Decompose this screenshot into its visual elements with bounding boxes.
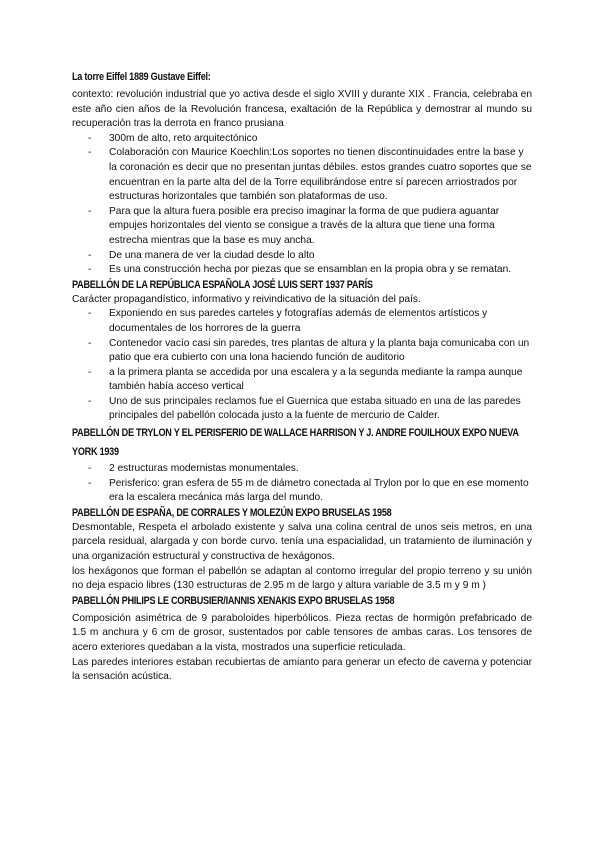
list-item: - 2 estructuras modernistas monumentales. [72, 462, 532, 477]
paragraph: Desmontable, Respeta el arbolado existente y salva una colina central de unos seis metros, en una parcela residual, alargada y con borde curvo. tenía una espacialidad, un tratamiento de iluminación y una organización estructural y constructiva de hexágonos. [72, 521, 532, 563]
list-item: - De una manera de ver la ciudad desde lo alto [72, 249, 532, 264]
section-heading-espana: PABELLÓN DE ESPAÑA, DE CORRALES Y MOLEZÚN EXPO BRUSELAS 1958 [72, 506, 392, 519]
list-item: - Uno de sus principales reclamos fue el Guernica que estaba situado en una de las paredes principales del pabellón colocada justo a la fuente de mercurio de Calder. [72, 395, 532, 424]
list-item: - Perisferico: gran esfera de 55 m de diámetro conectada al Trylon por lo que en ese momento era la escalera mecánica más larga del mundo. [72, 477, 532, 506]
bullet-list [72, 462, 532, 506]
list-item: - Para que la altura fuera posible era preciso imaginar la forma de que pudiera aguantar empujes horizontales del viento se consigue a través de la altura que tiene una forma estrecha mientras que la base es muy ancha. [72, 205, 532, 249]
list-item: - 300m de alto, reto arquitectónico [72, 132, 532, 147]
paragraph: los hexágonos que forman el pabellón se adaptan al contorno irregular del propio terreno y su unión no deja espacio libres (130 estructuras de 2.95 m de largo y altura variable de 3.5 m y 9 m ) [72, 565, 532, 592]
list-item: - Contenedor vacío casi sin paredes, tres plantas de altura y la planta baja comunicaba con un patio que era cubierto con una lona haciendo función de auditorio [72, 337, 532, 366]
list-item: - a la primera planta se accedida por una escalera y a la segunda mediante la rampa aunque también había acceso vertical [72, 366, 532, 395]
section-heading-philips: PABELLÓN PHILIPS LE CORBUSIER/IANNIS XENAKIS EXPO BRUSELAS 1958 [72, 594, 395, 607]
section-heading-eiffel: La torre Eiffel 1889 Gustave Eiffel: [72, 71, 211, 83]
bullet-list [72, 132, 532, 278]
section-heading-republica: PABELLÓN DE LA REPÚBLICA ESPAÑOLA JOSÉ LUIS SERT 1937 PARÍS [72, 278, 373, 291]
document-page [72, 70, 532, 685]
bullet-list [72, 307, 532, 424]
list-item: - Colaboración con Maurice Koechlin:Los soportes no tienen discontinuidades entre la base y la coronación es decir que no presentan juntas débiles. estos grandes cuatro soportes que se encuentran en la parte alta del de la Torre equilibrándose entre sí parecen arriostrados por estructuras horizontales que también son plataformas de uso. [72, 146, 532, 204]
list-item: - Es una construcción hecha por piezas que se ensamblan en la propia obra y se rematan. [72, 263, 532, 278]
paragraph: Composición asimétrica de 9 paraboloides hiperbólicos. Pieza rectas de hormigón prefabricado de 1.5 m anchura y 6 cm de grosor, sustentados por cable tensores de ambas caras. Los tensores de acero exteriores quedaban a la vista, mostrados una superficie reticulada. [72, 612, 532, 653]
paragraph: contexto: revolución industrial que yo activa desde el siglo XVIII y durante XIX . Francia, celebraba en este año cien años de la Revolución francesa, exaltación de la República y demostrar al mundo su recuperación tras la derrota en franco prusiana [72, 89, 532, 130]
paragraph: Las paredes interiores estaban recubiertas de amianto para generar un efecto de caverna y potenciar la sensación acústica. [72, 656, 532, 683]
section-heading-trylon: PABELLÓN DE TRYLON Y EL PERISFERIO DE WALLACE HARRISON Y J. ANDRE FOUILHOUX EXPO NUEVA YORK 1939 [72, 427, 519, 459]
paragraph: Carácter propagandístico, informativo y reivindicativo de la situación del país. [72, 293, 421, 305]
list-item: - Exponiendo en sus paredes carteles y fotografías además de elementos artísticos y documentales de los horrores de la guerra [72, 307, 532, 336]
